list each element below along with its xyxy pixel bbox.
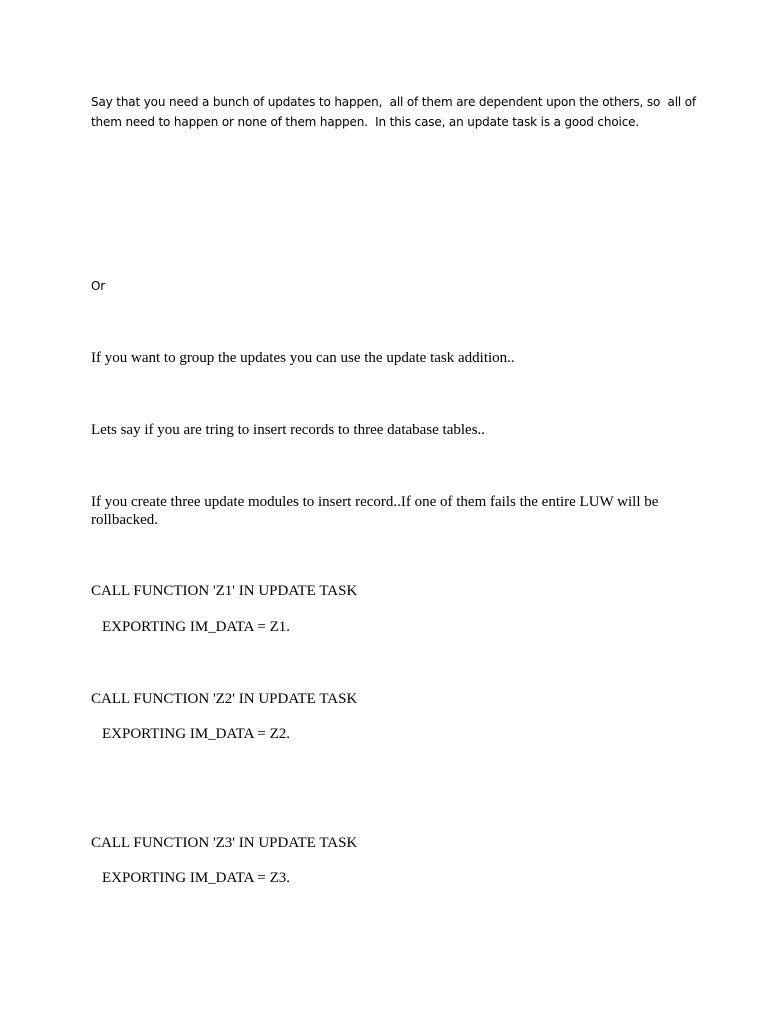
code-call-z1: CALL FUNCTION 'Z1' IN UPDATE TASK [91,583,358,599]
luw-paragraph-line-2: rollbacked. [91,512,159,528]
intro-paragraph-line-2: them need to happen or none of them happen. In this case, an update task is a good choice. [91,115,640,129]
code-call-z2: CALL FUNCTION 'Z2' IN UPDATE TASK [91,691,358,707]
intro-paragraph-line-1: Say that you need a bunch of updates to happen, all of them are dependent upon the others, so all of [91,95,696,109]
or-text: Or [91,279,106,293]
code-export-z3: EXPORTING IM_DATA = Z3. [102,870,291,886]
code-call-z3: CALL FUNCTION 'Z3' IN UPDATE TASK [91,835,358,851]
luw-paragraph-line-1: If you create three update modules to insert record..If one of them fails the entire LUW will be [91,494,659,510]
code-export-z2: EXPORTING IM_DATA = Z2. [102,726,291,742]
three-tables-paragraph: Lets say if you are tring to insert records to three database tables.. [91,422,486,438]
group-updates-paragraph: If you want to group the updates you can use the update task addition.. [91,350,515,366]
code-export-z1: EXPORTING IM_DATA = Z1. [102,619,291,635]
